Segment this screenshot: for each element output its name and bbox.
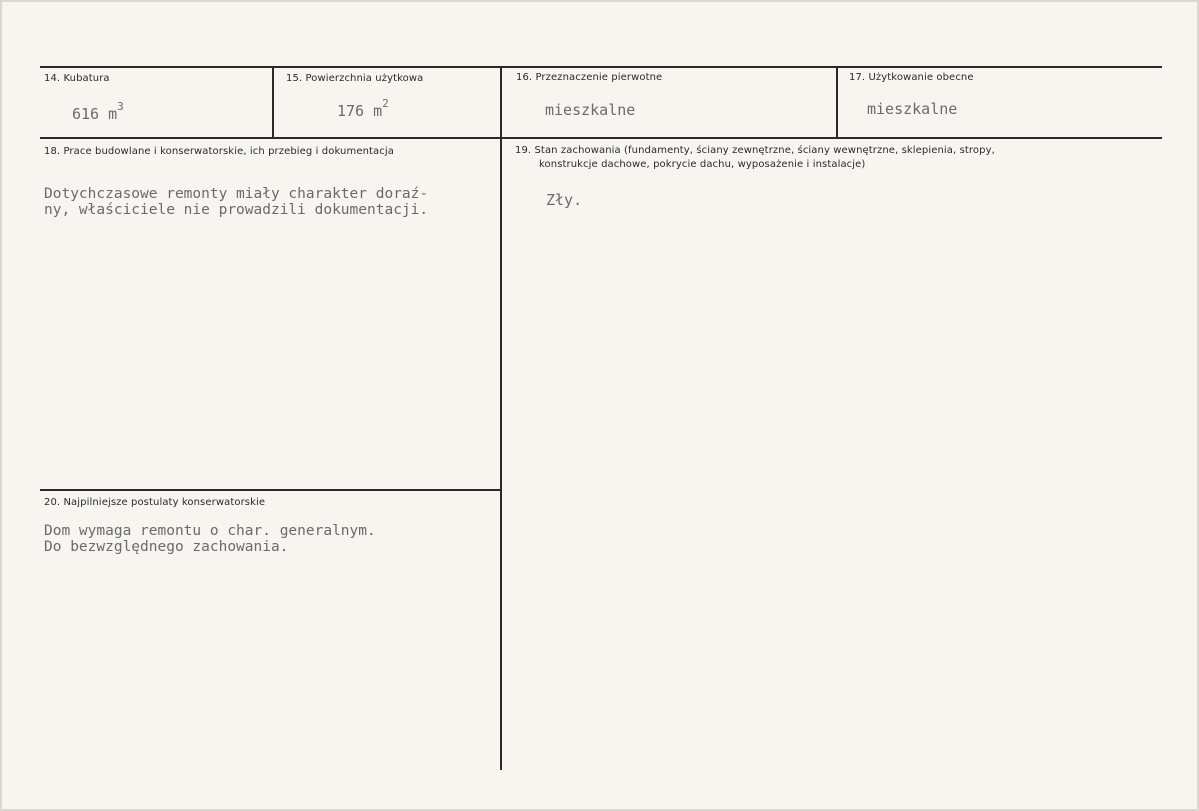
- field-16-value: mieszkalne: [545, 101, 636, 119]
- divider-14-15: [272, 66, 274, 138]
- field-18-line-2: ny, właściciele nie prowadzili dokumentacji.: [44, 202, 429, 218]
- top-rule: [40, 66, 1162, 68]
- field-17-label: 17. Użytkowanie obecne: [849, 72, 974, 83]
- row1-bottom-rule: [40, 137, 1162, 139]
- row18-bottom-rule: [40, 489, 500, 491]
- divider-main: [500, 66, 502, 770]
- field-18-label: 18. Prace budowlane i konserwatorskie, ich przebieg i dokumentacja: [44, 146, 394, 157]
- field-16-label: 16. Przeznaczenie pierwotne: [516, 72, 663, 83]
- field-14-value: [72, 100, 124, 123]
- field-15-value: [337, 97, 389, 120]
- field-14-unit-exponent: 3: [117, 100, 124, 113]
- field-15-label: 15. Powierzchnia użytkowa: [286, 73, 424, 84]
- field-19-label-line-1: 19. Stan zachowania (fundamenty, ściany zewnętrzne, ściany wewnętrzne, sklepienia, stropy,: [515, 145, 995, 156]
- field-15-value-text: 176 m: [337, 102, 383, 120]
- divider-16-17: [836, 66, 838, 138]
- field-20-value: [44, 523, 376, 555]
- field-18-value: [44, 186, 428, 218]
- field-19-label-line-2: konstrukcje dachowe, pokrycie dachu, wyposażenie i instalacje): [539, 159, 866, 170]
- field-18-line-1: Dotychczasowe remonty miały charakter doraź-: [44, 186, 429, 202]
- field-14-label: 14. Kubatura: [44, 73, 110, 84]
- field-15-unit-exponent: 2: [382, 97, 389, 110]
- field-19-value: Zły.: [546, 191, 583, 209]
- field-20-label: 20. Najpilniejsze postulaty konserwatorskie: [44, 497, 266, 508]
- field-20-line-1: Dom wymaga remontu o char. generalnym.: [44, 523, 376, 539]
- field-20-line-2: Do bezwzględnego zachowania.: [44, 539, 289, 555]
- field-17-value: mieszkalne: [867, 100, 958, 118]
- field-14-value-text: 616 m: [72, 105, 118, 123]
